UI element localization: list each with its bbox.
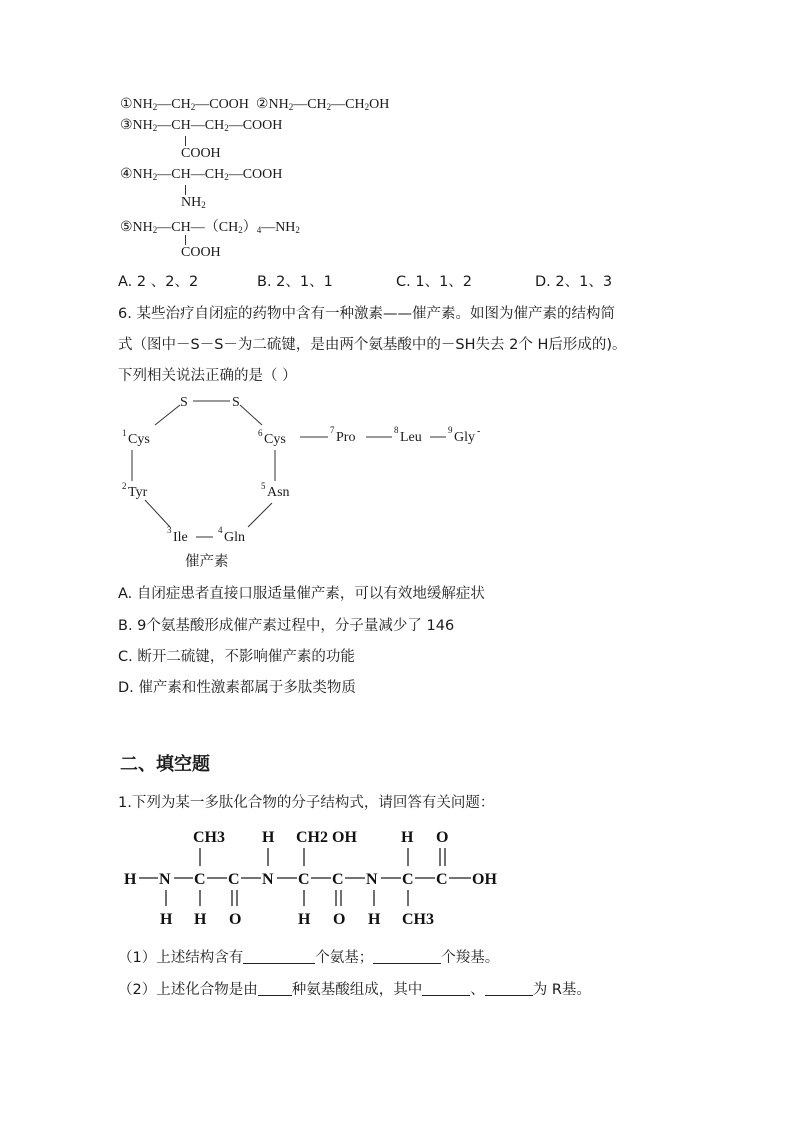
blank-r-group-2[interactable] — [485, 981, 533, 996]
atom-n: N — [366, 871, 378, 888]
formula-1-2: $①NH_2—CH_2—COOH$ $②NH_2—CH_2—CH_2OH$ — [120, 97, 390, 112]
q6-option-a: A. 自闭症患者直接口服适量催产素，可以有效地缓解症状 — [118, 586, 485, 602]
atom-c: C — [332, 871, 344, 888]
residue-number: 4 — [218, 525, 223, 535]
formula-4-sub: $NH_2$ — [181, 195, 206, 210]
sulfur-right: S — [232, 395, 240, 410]
blank-carboxyl-count[interactable] — [373, 949, 441, 964]
atom-c: C — [298, 871, 310, 888]
atom-o-bottom: O — [333, 911, 346, 928]
q6-stem-line2: 式（图中－S－S－为二硫键，是由两个氨基酸中的－SH失去 2个 H后形成的)。 — [118, 337, 627, 353]
residue-ile: Ile — [173, 530, 188, 545]
atom-ch2oh: CH2 OH — [296, 829, 357, 846]
atom-ch3-bottom: CH3 — [402, 911, 434, 928]
atom-o-top: O — [436, 829, 449, 846]
bond-line — [185, 185, 186, 195]
section-title: 二、填空题 — [120, 754, 210, 775]
residue-number: 8 — [394, 425, 399, 435]
atom-h-top: H — [401, 829, 414, 846]
residue-number: 1 — [122, 428, 127, 438]
atom-h: H — [124, 871, 137, 888]
residue-cys1: Cys — [128, 432, 150, 447]
fill-q1-sub2: （2）上述化合物是由 种氨基酸组成，其中 、 为 R基。 — [118, 982, 591, 998]
polypeptide-structure — [0, 820, 794, 930]
fill-q1-stem: 1.下列为某一多肽化合物的分子结构式，请回答有关问题： — [118, 795, 495, 811]
blank-amino-count[interactable] — [243, 949, 315, 964]
q6-stem-line1: 6. 某些治疗自闭症的药物中含有一种激素——催产素。如图为催产素的结构简 — [118, 306, 615, 322]
q5-option-d: D. 2、1、3 — [535, 274, 613, 290]
blank-amino-acid-kinds[interactable] — [258, 981, 292, 996]
formula-5: $⑤NH_2—CH—(CH_2)_4—NH_2$ — [120, 220, 300, 235]
formula-3: $③NH_2—CH—CH_2—COOH$ — [120, 118, 283, 133]
blank-r-group-1[interactable] — [422, 981, 470, 996]
atom-h-bottom: H — [368, 911, 381, 928]
q6-option-c: C. 断开二硫键，不影响催产素的功能 — [118, 649, 355, 665]
residue-number: 3 — [167, 525, 172, 535]
residue-gln: Gln — [224, 530, 245, 545]
q5-option-c: C. 1、1、2 — [396, 274, 473, 290]
residue-number: 2 — [122, 481, 127, 491]
atom-o-bottom: O — [229, 911, 242, 928]
atom-h-bottom: H — [298, 911, 311, 928]
atom-n: N — [262, 871, 274, 888]
q6-option-d: D. 催产素和性激素都属于多肽类物质 — [118, 680, 356, 696]
atom-n: N — [159, 871, 171, 888]
atom-c: C — [402, 871, 414, 888]
atom-ch3-top: CH3 — [193, 829, 225, 846]
residue-gly: Gly — [454, 430, 475, 445]
residue-number: 6 — [258, 428, 263, 438]
q5-option-a: A. 2 、2、2 — [118, 274, 199, 290]
atom-c: C — [436, 871, 448, 888]
residue-tyr: Tyr — [128, 485, 148, 500]
q6-stem-line3: 下列相关说法正确的是（ ） — [118, 368, 297, 384]
residue-number: 5 — [261, 481, 266, 491]
formula-5-sub: COOH — [181, 245, 221, 260]
residue-pro: Pro — [336, 430, 356, 445]
atom-h-bottom: H — [194, 911, 207, 928]
bond-line — [185, 136, 186, 146]
atom-h-top: H — [262, 829, 275, 846]
residue-charge: - — [477, 426, 481, 437]
q5-option-b: B. 2、1、1 — [257, 274, 333, 290]
diagram-caption: 催产素 — [185, 554, 229, 570]
residue-leu: Leu — [400, 430, 422, 445]
residue-number: 7 — [330, 425, 335, 435]
formula-4: $④NH_2—CH—CH_2—COOH$ — [120, 167, 283, 182]
residue-asn: Asn — [267, 485, 290, 500]
oxytocin-diagram — [0, 385, 794, 575]
residue-number: 9 — [448, 425, 453, 435]
residue-cys6: Cys — [264, 432, 286, 447]
bond-line — [185, 235, 186, 245]
fill-q1-sub1: （1）上述结构含有 个氨基； 个羧基。 — [118, 950, 500, 966]
atom-c: C — [194, 871, 206, 888]
sulfur-left: S — [180, 395, 188, 410]
formula-3-sub: COOH — [181, 146, 221, 161]
atom-oh: OH — [472, 871, 497, 888]
atom-c: C — [228, 871, 240, 888]
atom-h-bottom: H — [160, 911, 173, 928]
q6-option-b: B. 9个氨基酸形成催产素过程中，分子量减少了 146 — [118, 618, 455, 634]
